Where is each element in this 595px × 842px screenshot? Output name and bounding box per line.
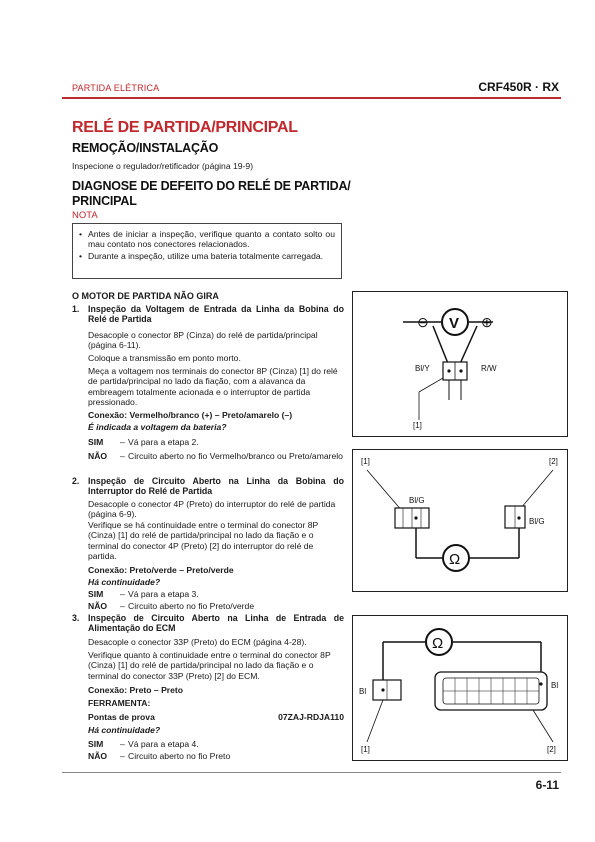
diagnosis-heading-1: DIAGNOSE DE DEFEITO DO RELÉ DE PARTIDA/ [72,179,351,193]
wire-label-left: Bl [359,687,367,696]
step-1-question: É indicada a voltagem da bateria? [88,422,227,432]
no-key: NÃO [88,451,108,461]
note-label: NOTA [72,210,98,221]
voltmeter-label: V [449,315,460,332]
step-title: Inspeção de Circuito Aberto na Linha da Bobina do Interruptor do Relé de Partida [88,476,344,496]
tool-code: 07ZAJ-RDJA110 [278,712,344,722]
step-2-no: NÃO – Circuito aberto no fio Preto/verde [88,601,344,611]
callout-1: [1] [413,421,422,430]
wire-label-right: Bl/G [529,517,545,526]
callout-1: [1] [361,745,370,754]
callout-2: [2] [549,457,558,466]
step-2-question: Há continuidade? [88,577,161,587]
figure-continuity-4p [352,449,568,592]
removal-heading: REMOÇÃO/INSTALAÇÃO [72,141,219,155]
step-3-connection: Conexão: Preto – Preto [88,685,184,695]
yes-key: SIM [88,739,104,749]
no-key: NÃO [88,751,108,761]
ohmmeter-label: Ω [449,551,461,568]
footer-rule [62,772,561,773]
step-3 [72,613,344,633]
no-text: Circuito aberto no fio Preto/verde [128,601,255,611]
step-number: 2. [72,476,80,486]
yes-text: Vá para a etapa 3. [128,589,199,599]
tool-name: Pontas de prova [88,712,155,722]
symptom-heading: O MOTOR DE PARTIDA NÃO GIRA [72,291,219,301]
step-2-p1: Desacople o conector 4P (Preto) do interruptor do relé de partida (página 6-9). [88,499,336,520]
no-text: Circuito aberto no fio Preto [128,751,231,761]
plus-symbol: ⊕ [481,314,493,330]
wire-label-right: Bl [551,681,559,690]
yes-key: SIM [88,589,104,599]
step-2-yes: SIM – Vá para a etapa 3. [88,589,344,599]
wire-label-left: Bl/G [409,496,425,505]
yes-key: SIM [88,437,104,447]
figure-continuity-ecm-svg [353,616,567,760]
no-key: NÃO [88,601,108,611]
step-2-connection: Conexão: Preto/verde – Preto/verde [88,565,234,575]
wire-label-bl-y: Bl/Y [415,364,430,373]
wire-label-r-w: R/W [481,364,497,373]
note-item: • Durante a inspeção, utilize uma bateria totalmente carregada. [79,251,335,261]
diagnosis-heading-2: PRINCIPAL [72,194,137,208]
step-1-p3: Meça a voltagem nos terminais do conector 8P (Cinza) [1] do relé de partida/principal no lado da fiação, com a alavanca da embreagem totalmente acionada e o interruptor de partida pressionado. [88,366,338,408]
step-1-p1: Desacople o conector 8P (Cinza) do relé de partida/principal (página 6-11). [88,330,318,351]
model-header: CRF450R · RX [478,80,559,94]
step-1-connection: Conexão: Vermelho/branco (+) – Preto/amarelo (–) [88,410,293,420]
step-number: 1. [72,304,80,314]
figure-continuity-ecm [352,615,568,761]
figure-voltage-svg [353,292,567,436]
figure-voltage-test [352,291,568,437]
yes-text: Vá para a etapa 4. [128,739,199,749]
step-1-yes: SIM – Vá para a etapa 2. [88,437,344,447]
step-1 [72,304,344,324]
page-title: RELÉ DE PARTIDA/PRINCIPAL [72,119,298,136]
step-3-p2: Verifique quanto à continuidade entre o terminal do conector 8P (Cinza) [1] do relé de partida/principal no lado da fiação e o terminal do conector 33P (Preto) [2] do ECM. [88,650,331,681]
removal-text: Inspecione o regulador/retificador (página 19-9) [72,161,254,171]
note-item: • Antes de iniciar a inspeção, verifique quanto a contato solto ou mau contato nos conectores relacionados. [79,229,335,249]
step-3-no: NÃO – Circuito aberto no fio Preto [88,751,344,761]
tool-row [88,712,344,722]
step-number: 3. [72,613,80,623]
step-title: Inspeção da Voltagem de Entrada da Linha da Bobina do Relé de Partida [88,304,344,324]
header-rule [62,97,561,99]
ohmmeter-label: Ω [432,635,444,652]
page-number: 6-11 [535,778,559,792]
step-2-p2: Verifique se há continuidade entre o terminal do conector 8P (Cinza) [1] do relé de partida/principal no lado da fiação e o terminal do conector 4P (Preto) [2] do interruptor do relé de partida. [88,520,319,562]
note-box [72,223,342,279]
step-2 [72,476,344,496]
yes-text: Vá para a etapa 2. [128,437,199,447]
step-1-no: NÃO – Circuito aberto no fio Vermelho/branco ou Preto/amarelo [88,451,343,461]
step-title: Inspeção de Circuito Aberto na Linha de Entrada de Alimentação do ECM [88,613,344,633]
figure-continuity-4p-svg [353,450,567,591]
callout-1: [1] [361,457,370,466]
step-3-question: Há continuidade? [88,725,161,735]
minus-symbol: ⊖ [417,314,429,330]
section-header: PARTIDA ELÉTRICA [72,83,160,93]
no-text: Circuito aberto no fio Vermelho/branco ou Preto/amarelo [128,451,343,461]
step-3-p1: Desacople o conector 33P (Preto) do ECM (página 4-28). [88,637,307,647]
step-3-yes: SIM – Vá para a etapa 4. [88,739,344,749]
tool-heading: FERRAMENTA: [88,698,151,708]
step-1-p2: Coloque a transmissão em ponto morto. [88,353,241,363]
callout-2: [2] [547,745,556,754]
